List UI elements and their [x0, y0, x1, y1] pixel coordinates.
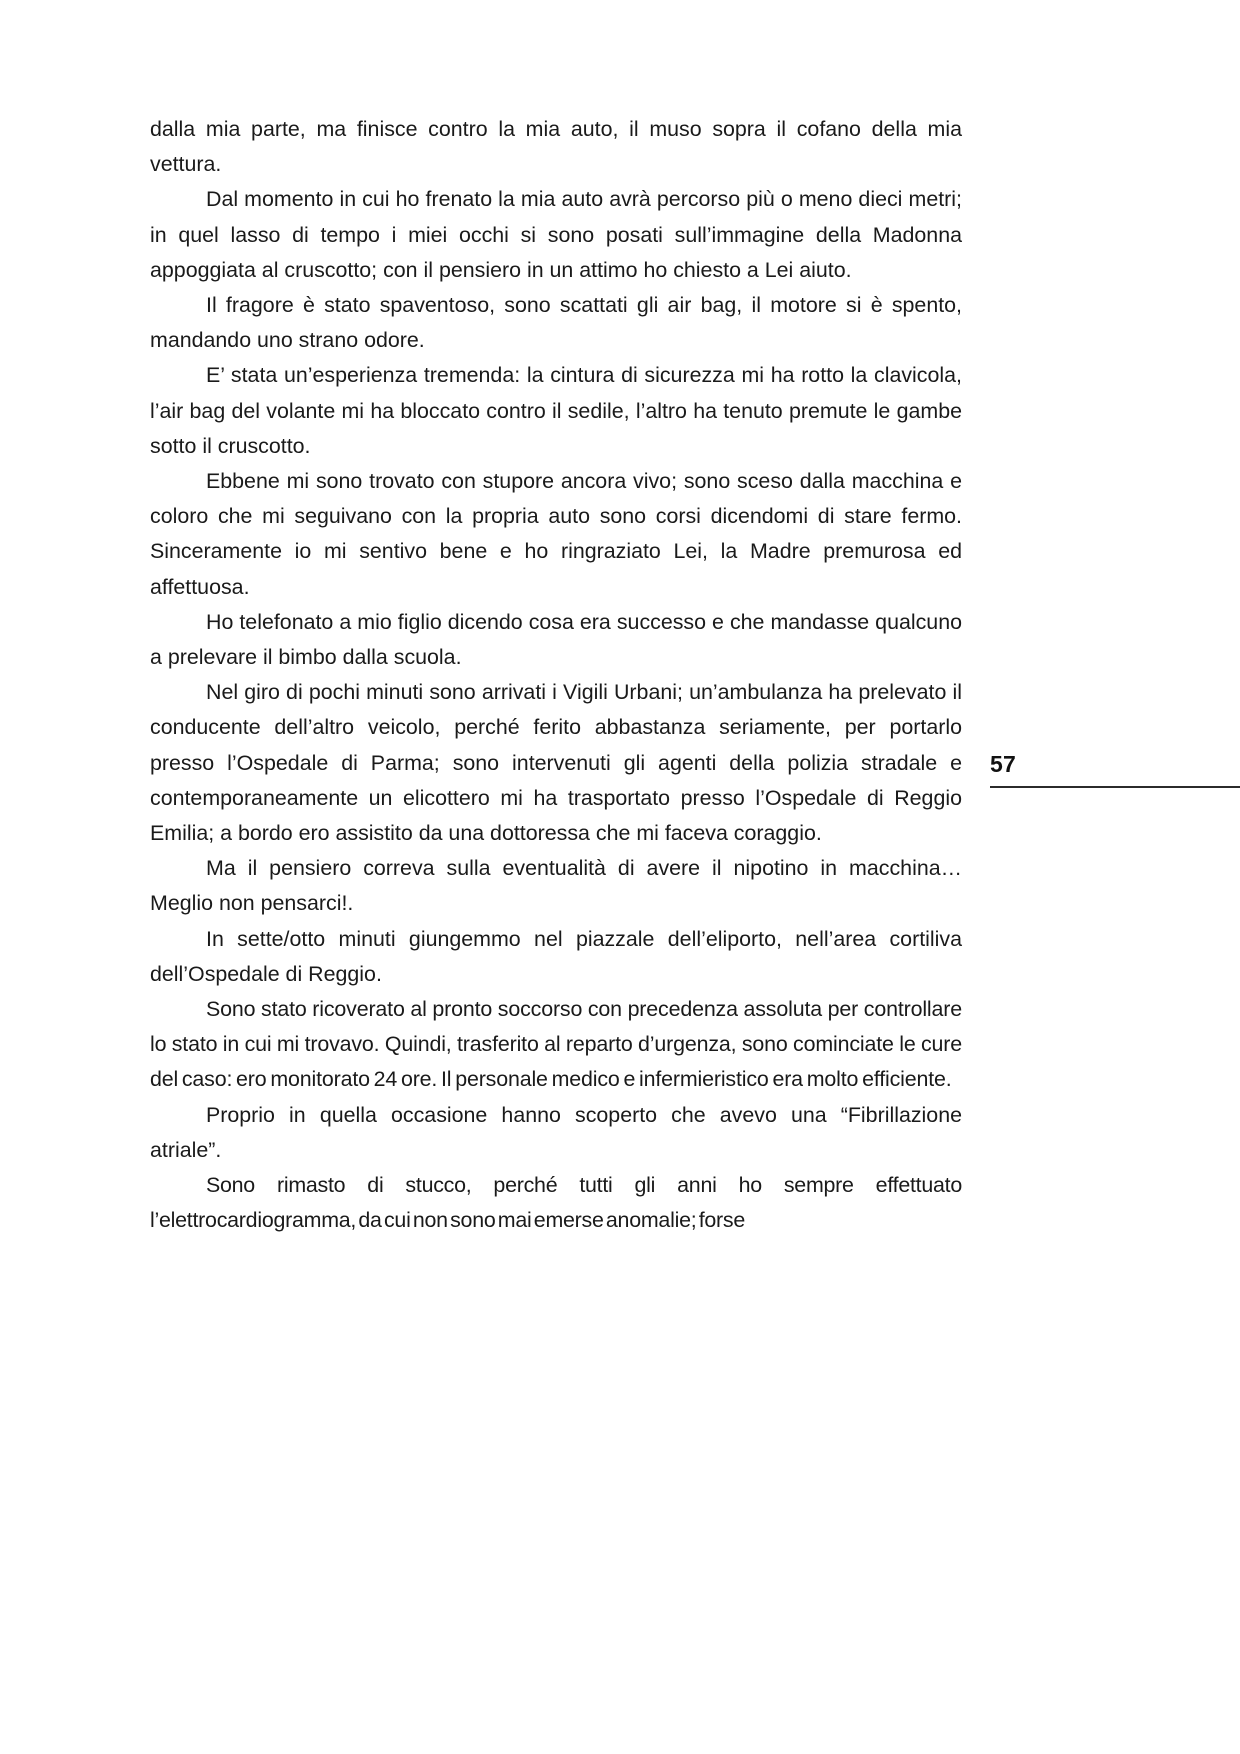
body-text-column — [150, 112, 962, 1239]
paragraph: E’ stata un’esperienza tremenda: la cintura di sicurezza mi ha rotto la clavicola, l’air bag del volante mi ha bloccato contro il sedile, l’altro ha tenuto premute le gambe sotto il cruscotto. — [150, 363, 962, 458]
paragraph: Sono stato ricoverato al pronto soccorso con precedenza assoluta per controllare lo stato in cui mi trovavo. Quindi, trasferito al reparto d’urgenza, sono cominciate le cure del caso: ero monitorato 24 ore. Il personale medico e infermieristico era molto efficiente. — [150, 997, 962, 1092]
paragraph: Il fragore è stato spaventoso, sono scattati gli air bag, il motore si è spento, mandando uno strano odore. — [150, 293, 962, 353]
paragraph: Ebbene mi sono trovato con stupore ancora vivo; sono sceso dalla macchina e coloro che mi seguivano con la propria auto sono corsi dicendomi di stare fermo. Sinceramente io mi sentivo bene e ho ringraziato Lei, la Madre premurosa ed affettuosa. — [150, 469, 962, 599]
paragraph: Nel giro di pochi minuti sono arrivati i Vigili Urbani; un’ambulanza ha prelevato il conducente dell’altro veicolo, perché ferito abbastanza seriamente, per portarlo presso l’Ospedale di Parma; sono intervenuti gli agenti della polizia stradale e contemporaneamente un elicottero mi ha trasportato presso l’Ospedale di Reggio Emilia; a bordo ero assistito da una dottoressa che mi faceva coraggio. — [150, 680, 962, 846]
paragraph: Ma il pensiero correva sulla eventualità di avere il nipotino in macchina… Meglio non pensarci!. — [150, 856, 962, 916]
paragraph: Dal momento in cui ho frenato la mia auto avrà percorso più o meno dieci metri; in quel lasso di tempo i miei occhi si sono posati sull’immagine della Madonna appoggiata al cruscotto; con il pensiero in un attimo ho chiesto a Lei aiuto. — [150, 187, 962, 282]
page-number: 57 — [990, 751, 1016, 777]
paragraph: In sette/otto minuti giungemmo nel piazzale dell’eliporto, nell’area cortiliva dell’Ospedale di Reggio. — [150, 926, 962, 986]
paragraph: Sono rimasto di stucco, perché tutti gli anni ho sempre effettuato l’elettrocardiogramma, da cui non sono mai emerse anomalie; forse — [150, 1173, 962, 1233]
page-folio — [990, 750, 1240, 778]
folio-divider-rule — [990, 786, 1240, 788]
paragraph: Ho telefonato a mio figlio dicendo cosa era successo e che mandasse qualcuno a prelevare il bimbo dalla scuola. — [150, 609, 962, 670]
paragraph: dalla mia parte, ma finisce contro la mia auto, il muso sopra il cofano della mia vettura. — [150, 117, 962, 177]
paragraph: Proprio in quella occasione hanno scoperto che avevo una “Fibrillazione atriale”. — [150, 1102, 962, 1162]
